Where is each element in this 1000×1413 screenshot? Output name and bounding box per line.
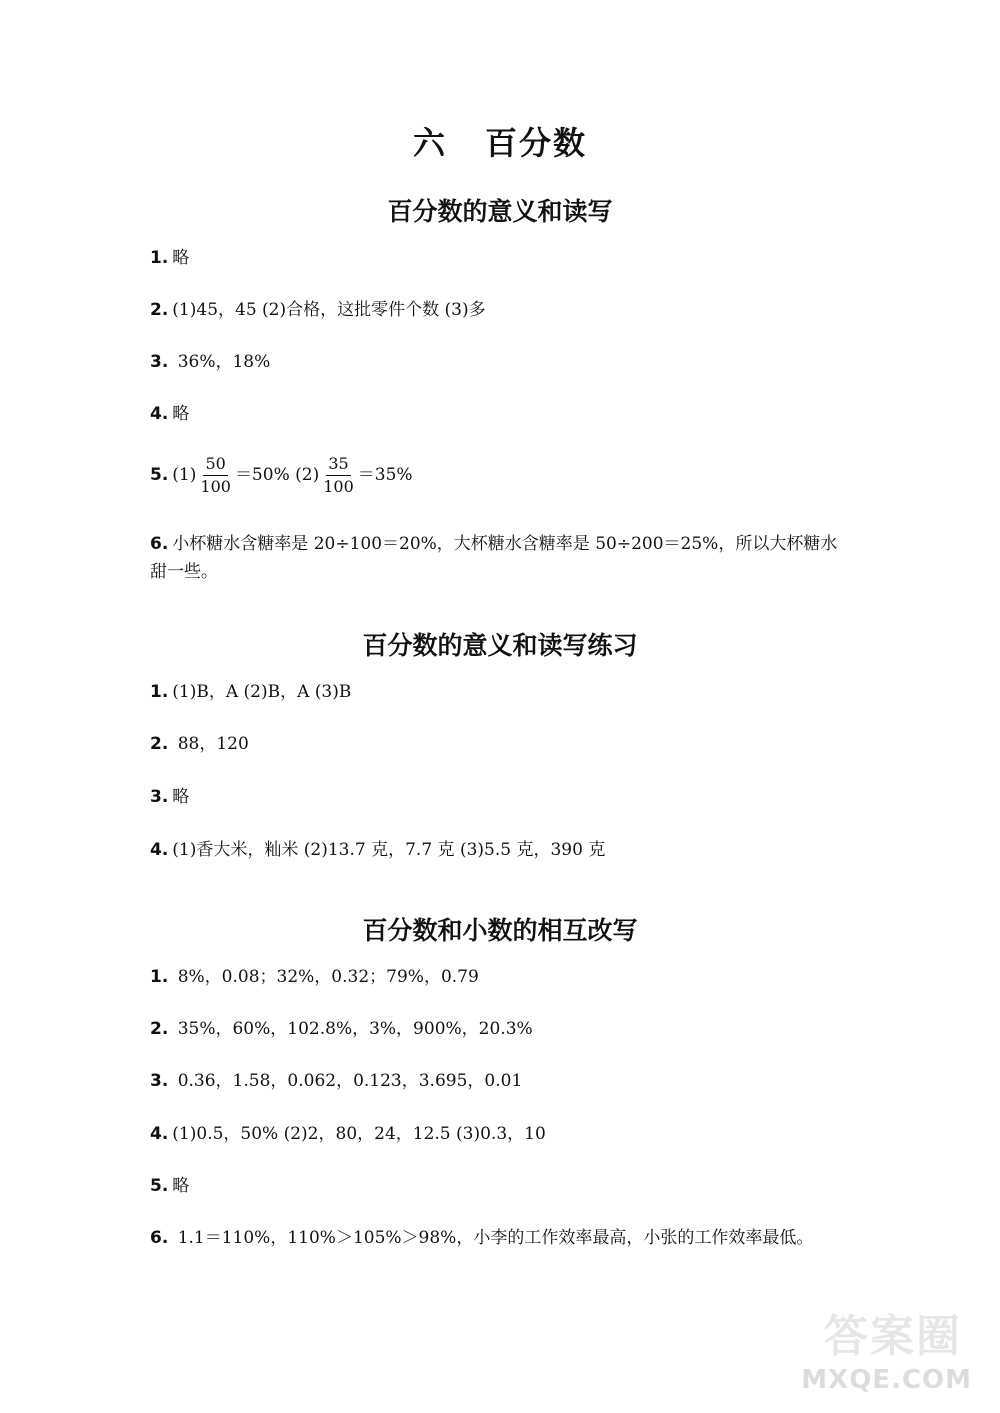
item-text: 1.1＝110%，110%＞105%＞98%，小李的工作效率最高，小张的工作效率最低。 bbox=[172, 1228, 814, 1248]
item-text: 88，120 bbox=[172, 734, 249, 754]
chapter-number: 六 bbox=[412, 124, 447, 162]
item-text: 略 bbox=[172, 1176, 190, 1196]
answer-item bbox=[150, 530, 850, 586]
fraction-numerator: 50 bbox=[203, 455, 227, 476]
chapter-name: 百分数 bbox=[485, 124, 588, 162]
item-text: 35%，60%，102.8%，3%，900%，20.3% bbox=[172, 1019, 533, 1039]
answer-item bbox=[150, 1120, 870, 1148]
watermark-text: 答案圈 bbox=[824, 1311, 962, 1362]
fraction-numerator: 35 bbox=[326, 455, 350, 476]
item-part: ＝50% (2) bbox=[234, 465, 320, 485]
item-number: 2. bbox=[150, 1019, 169, 1039]
item-text: 略 bbox=[172, 248, 190, 268]
item-number: 1. bbox=[150, 967, 169, 987]
item-text: 略 bbox=[172, 787, 190, 807]
item-text: 略 bbox=[172, 404, 190, 424]
section-title-2: 百分数的意义和读写练习 bbox=[362, 631, 638, 660]
section-title-1: 百分数的意义和读写 bbox=[387, 197, 613, 226]
item-number: 6. bbox=[150, 534, 169, 554]
answer-item bbox=[150, 400, 870, 428]
item-number: 4. bbox=[150, 404, 169, 424]
fraction bbox=[323, 455, 354, 496]
item-text: (1)0.5，50% (2)2，80，24，12.5 (3)0.3，10 bbox=[172, 1124, 546, 1144]
answer-item bbox=[150, 963, 870, 991]
answer-item bbox=[150, 1067, 870, 1095]
answer-item bbox=[150, 836, 870, 864]
item-number: 2. bbox=[150, 300, 169, 320]
item-text: (1)香大米，籼米 (2)13.7 克，7.7 克 (3)5.5 克，390 克 bbox=[172, 840, 606, 860]
answer-item bbox=[150, 296, 870, 324]
item-number: 5. bbox=[150, 465, 169, 485]
item-part: ＝35% bbox=[357, 465, 413, 485]
item-number: 2. bbox=[150, 734, 169, 754]
item-number: 1. bbox=[150, 248, 169, 268]
item-number: 4. bbox=[150, 840, 169, 860]
item-text: 0.36，1.58，0.062，0.123，3.695，0.01 bbox=[172, 1071, 523, 1091]
watermark-logo bbox=[801, 1300, 972, 1395]
section-title-3: 百分数和小数的相互改写 bbox=[362, 916, 638, 945]
item-text: 小杯糖水含糖率是 20÷100＝20%，大杯糖水含糖率是 50÷200＝25%，所以大杯糖水甜一些。 bbox=[150, 534, 838, 582]
answer-item bbox=[150, 1015, 870, 1043]
answer-item bbox=[150, 1172, 870, 1200]
item-text: (1)45，45 (2)合格，这批零件个数 (3)多 bbox=[172, 300, 486, 320]
fraction-denominator: 100 bbox=[323, 477, 354, 496]
item-part: (1) bbox=[172, 465, 197, 485]
answer-item bbox=[150, 1224, 870, 1252]
item-number: 1. bbox=[150, 682, 169, 702]
chapter-title bbox=[0, 118, 1000, 164]
item-number: 5. bbox=[150, 1176, 169, 1196]
answer-item-fraction bbox=[150, 455, 870, 496]
item-number: 4. bbox=[150, 1124, 169, 1144]
watermark-url: MXQE.COM bbox=[801, 1365, 972, 1395]
item-text: (1)B，A (2)B，A (3)B bbox=[172, 682, 352, 702]
answer-item bbox=[150, 783, 870, 811]
answer-item bbox=[150, 730, 870, 758]
answer-item bbox=[150, 678, 870, 706]
fraction-denominator: 100 bbox=[200, 477, 231, 496]
answer-item bbox=[150, 244, 870, 272]
item-text: 36%，18% bbox=[172, 352, 271, 372]
fraction bbox=[200, 455, 231, 496]
item-number: 3. bbox=[150, 352, 169, 372]
answer-item bbox=[150, 348, 870, 376]
item-number: 6. bbox=[150, 1228, 169, 1248]
item-text: 8%，0.08；32%，0.32；79%，0.79 bbox=[172, 967, 479, 987]
item-number: 3. bbox=[150, 787, 169, 807]
item-number: 3. bbox=[150, 1071, 169, 1091]
